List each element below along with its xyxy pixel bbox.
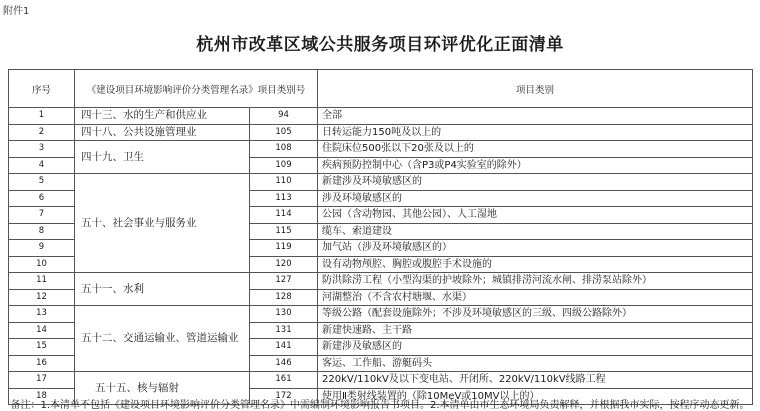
row-number: 6 [9,190,75,207]
table-row [9,124,753,141]
footnote: 备注：1.本清单不包括《建设项目环境影响评价分类管理名录》中需编制环境影响报告书项目。2.本清单由市生态环境局负责解释，并根据我市实际，按程序动态更新。 [10,400,750,411]
row-item: 住院床位500张以下20张及以上的 [318,141,753,158]
row-number: 14 [9,322,75,339]
header-serial: 序号 [9,70,75,108]
row-item: 公园（含动物园、其他公园）、人工湿地 [318,207,753,224]
table-row [9,372,753,389]
table-row [9,174,753,191]
row-item: 缆车、索道建设 [318,223,753,240]
row-item: 防洪除涝工程（小型沟渠的护坡除外；城镇排涝河流水闸、排涝泵站除外） [318,273,753,290]
row-item: 新建涉及环境敏感区的 [318,174,753,191]
row-code: 146 [250,355,318,372]
row-item: 加气站（涉及环境敏感区的） [318,240,753,257]
row-item: 220kV/110kV及以下变电站、开闭所、220kV/110kV线路工程 [318,372,753,389]
row-code: 161 [250,372,318,389]
row-number: 12 [9,289,75,306]
row-code: 128 [250,289,318,306]
row-code: 108 [250,141,318,158]
row-code: 119 [250,240,318,257]
row-number: 4 [9,157,75,174]
row-item: 新建快速路、主干路 [318,322,753,339]
page-title: 杭州市改革区域公共服务项目环评优化正面清单 [196,35,564,55]
row-number: 15 [9,339,75,356]
row-number: 18 [9,388,75,405]
row-item: 疾病预防控制中心（含P3或P4实验室的除外） [318,157,753,174]
row-category: 四十九、卫生 [75,141,250,174]
row-number: 3 [9,141,75,158]
row-code: 105 [250,124,318,141]
row-number: 1 [9,108,75,125]
row-number: 16 [9,355,75,372]
row-category: 五十一、水利 [75,273,250,306]
row-item: 河湖整治（不含农村塘堰、水渠） [318,289,753,306]
row-category: 四十三、水的生产和供应业 [75,108,250,125]
table-row [9,108,753,125]
row-code: 113 [250,190,318,207]
row-category: 四十八、公共设施管理业 [75,124,250,141]
row-code: 130 [250,306,318,323]
row-code: 94 [250,108,318,125]
row-code: 127 [250,273,318,290]
row-category: 五十二、交通运输业、管道运输业 [75,306,250,372]
row-code: 120 [250,256,318,273]
header-project-category: 项目类别 [318,70,753,108]
table-row [9,306,753,323]
attachment-label: 附件1 [3,6,30,17]
row-item: 全部 [318,108,753,125]
row-code: 109 [250,157,318,174]
row-code: 131 [250,322,318,339]
row-item: 等级公路（配套设施除外；不涉及环境敏感区的三级、四级公路除外） [318,306,753,323]
row-code: 141 [250,339,318,356]
row-number: 2 [9,124,75,141]
row-category: 五十、社会事业与服务业 [75,174,250,273]
header-catalog-code: 《建设项目环境影响评价分类管理名录》项目类别号 [75,70,318,108]
row-category: 五十五、核与辐射 [75,372,250,405]
row-number: 7 [9,207,75,224]
row-item: 使用Ⅱ类射线装置的（除10MeV或10MV以上的） [318,388,753,405]
row-item: 新建涉及敏感区的 [318,339,753,356]
row-number: 8 [9,223,75,240]
row-code: 110 [250,174,318,191]
row-item: 设有动物颅腔、胸腔或腹腔手术设施的 [318,256,753,273]
row-code: 114 [250,207,318,224]
row-code: 172 [250,388,318,405]
row-item: 日转运能力150吨及以上的 [318,124,753,141]
row-item: 客运、工作船、游艇码头 [318,355,753,372]
table-row [9,141,753,158]
project-list-table [8,69,753,405]
row-number: 17 [9,372,75,389]
table-header-row [9,70,753,108]
row-number: 5 [9,174,75,191]
row-number: 10 [9,256,75,273]
row-code: 115 [250,223,318,240]
row-number: 9 [9,240,75,257]
table-row [9,273,753,290]
row-number: 11 [9,273,75,290]
row-item: 涉及环境敏感区的 [318,190,753,207]
row-number: 13 [9,306,75,323]
